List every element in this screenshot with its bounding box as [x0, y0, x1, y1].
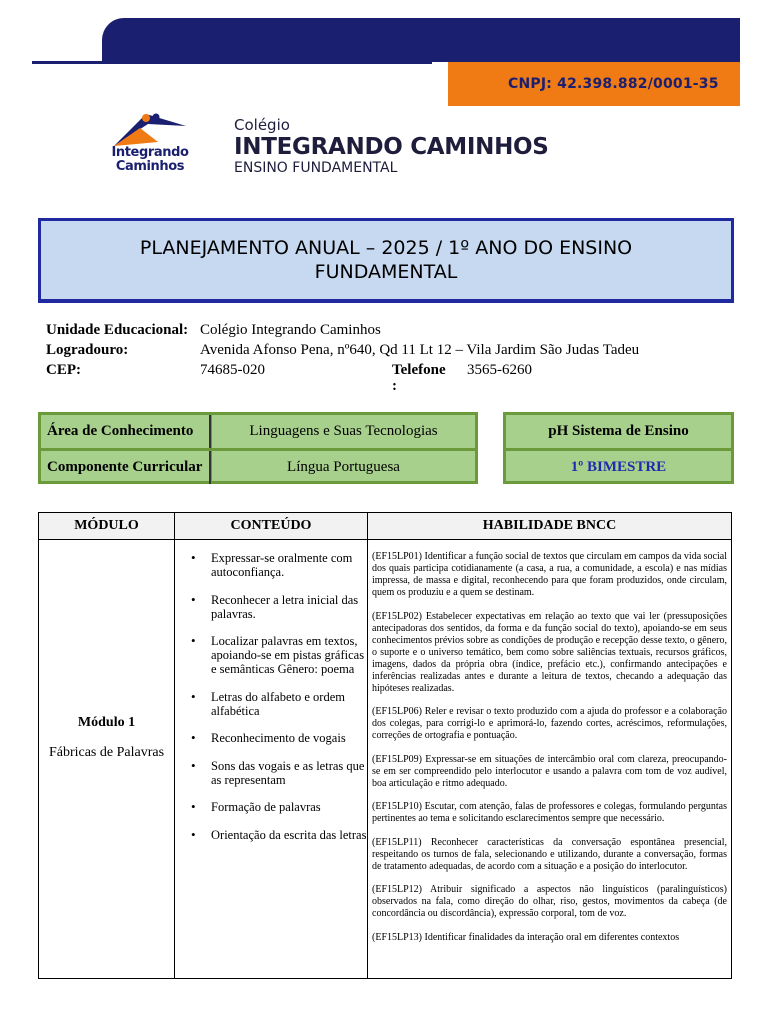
cep-value: 74685-020 — [200, 362, 265, 378]
system-table — [503, 412, 734, 484]
plan-title: PLANEJAMENTO ANUAL – 2025 / 1º ANO DO ENSINO FUNDAMENTAL — [139, 237, 633, 283]
list-item: • Reconhecer a letra inicial das palavras. — [211, 593, 367, 621]
school-title-line1: Colégio — [234, 116, 290, 134]
componente-label: Componente Curricular — [41, 451, 211, 484]
skill-paragraph: (EF15LP06) Reler e revisar o texto produzido com a ajuda do professor e a colaboração dos colegas, para corrigi-lo e aprimorá-lo, fazendo cortes, acréscimos, reformulações, correções de ortografia e pontuação. — [372, 706, 727, 741]
unidade-value: Colégio Integrando Caminhos — [200, 322, 381, 338]
header-conteudo: CONTEÚDO — [175, 513, 367, 539]
skill-paragraph: (EF15LP10) Escutar, com atenção, falas de professores e colegas, formulando perguntas pertinentes ao tema e solicitando esclarecimentos sempre que necessário. — [372, 801, 727, 824]
telefone-colon: : — [392, 378, 397, 394]
skill-paragraph: (EF15LP11) Reconhecer características da conversação espontânea presencial, respeitando os turnos de fala, selecionando e utilizando, durante a conversação, formas de tratamento adequadas, de acordo com a situação e a posição do interlocutor. — [372, 836, 727, 872]
list-item: • Localizar palavras em textos, apoiando-se em pistas gráficas e semânticas Gênero: poema — [211, 634, 367, 676]
header-banner-navy — [102, 18, 740, 62]
module-title: Módulo 1 — [77, 715, 136, 730]
list-item: • Formação de palavras — [211, 800, 367, 814]
componente-value: Língua Portuguesa — [211, 451, 475, 484]
content-list — [175, 551, 367, 855]
school-title-line2: INTEGRANDO CAMINHOS — [234, 134, 549, 160]
list-item: • Letras do alfabeto e ordem alfabética — [211, 690, 367, 718]
module-cell — [39, 715, 174, 761]
cnpj-text: CNPJ: 42.398.882/0001-35 — [508, 76, 719, 92]
header-modulo: MÓDULO — [39, 513, 174, 539]
school-title — [234, 116, 549, 176]
list-item: • Orientação da escrita das letras — [211, 828, 367, 842]
school-title-line3: ENSINO FUNDAMENTAL — [234, 160, 398, 176]
skills-cell — [372, 551, 727, 976]
column-divider — [367, 513, 368, 978]
area-value: Linguagens e Suas Tecnologias — [211, 415, 475, 448]
logo-text: Integrando Caminhos — [111, 145, 189, 174]
header-banner-line — [32, 61, 432, 64]
componente-row — [41, 451, 475, 484]
list-item: • Sons das vogais e as letras que as representam — [211, 759, 367, 787]
logradouro-value: Avenida Afonso Pena, nº640, Qd 11 Lt 12 – Vila Jardim São Judas Tadeu — [200, 342, 640, 358]
skill-paragraph: (EF15LP12) Atribuir significado a aspectos não linguísticos (paralinguísticos) observados na fala, como direção do olhar, riso, gestos, movimentos da cabeça (de concordância ou discordância), expressão corporal, tom de voz. — [372, 884, 727, 919]
header-divider — [39, 539, 731, 540]
skill-paragraph: (EF15LP01) Identificar a função social de textos que circulam em campos da vida social dos quais participa cotidianamente (a casa, a rua, a comunidade, a escola) e nas mídias impressa, de massa e digital, reconhecendo para que foram produzidos, onde circulam, quem os produziu e a quem se destinam. — [372, 551, 727, 598]
cep-label: CEP: — [46, 362, 81, 378]
area-row — [41, 415, 475, 448]
telefone-value: 3565-6260 — [467, 362, 532, 378]
module-name: Fábricas de Palavras — [48, 745, 165, 760]
logradouro-label: Logradouro: — [46, 342, 129, 358]
telefone-label: Telefone — [392, 362, 446, 378]
skill-paragraph: (EF15LP09) Expressar-se em situações de intercâmbio oral com clareza, preocupando-se em ser compreendido pelo interlocutor e usando a palavra com tom de voz audível, boa articulação e ritmo adequado. — [372, 753, 727, 789]
unidade-label: Unidade Educacional: — [46, 322, 189, 338]
list-item: • Expressar-se oralmente com autoconfiança. — [211, 551, 367, 579]
skill-paragraph: (EF15LP13) Identificar finalidades da interação oral em diferentes contextos — [372, 931, 680, 943]
plan-title-box — [38, 218, 734, 303]
header-habilidade: HABILIDADE BNCC — [368, 513, 731, 539]
area-label: Área de Conhecimento — [41, 415, 211, 448]
list-item: • Reconhecimento de vogais — [211, 731, 367, 745]
area-table — [38, 412, 478, 484]
bimestre-label: 1º BIMESTRE — [570, 459, 667, 475]
system-name: pH Sistema de Ensino — [548, 423, 689, 439]
module-table — [38, 512, 732, 979]
logo-arrow-icon — [100, 112, 200, 148]
school-logo — [100, 112, 200, 178]
skill-paragraph: (EF15LP02) Estabelecer expectativas em relação ao texto que vai ler (pressuposições antecipadoras dos sentidos, da forma e da função social do texto), apoiando-se em seus conhecimentos prévios sobre as condições de produção e recepção desse texto, o gênero, o suporte e o universo temático, bem como sobre saliências textuais, recursos gráficos, imagens, dados da própria obra (índice, prefácio etc.), confirmando antecipações e inferências realizadas antes e durante a leitura de textos, checando a adequação das hipóteses realizadas. — [372, 610, 727, 694]
